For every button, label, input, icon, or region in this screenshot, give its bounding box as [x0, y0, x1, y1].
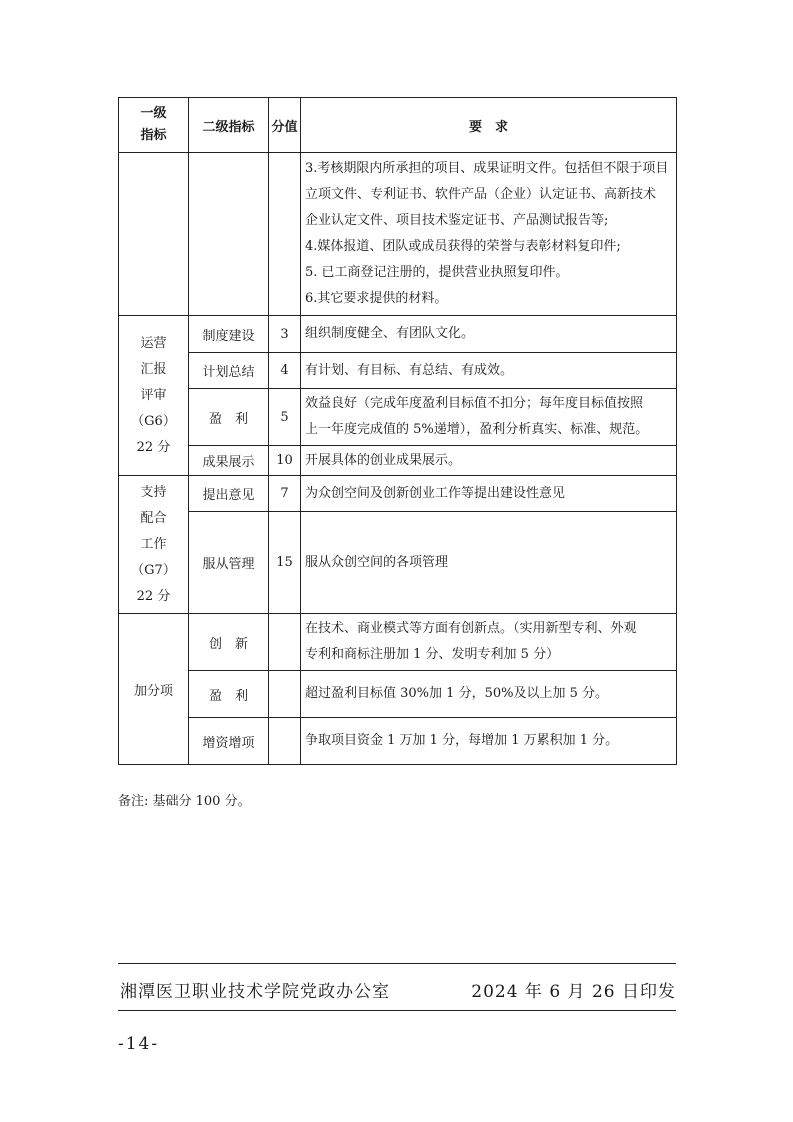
category-line: 22 分: [136, 588, 171, 604]
subitem-name: 增资增项: [189, 718, 269, 765]
requirement-line: 5. 已工商登记注册的，提供营业执照复印件。: [305, 265, 569, 280]
category-line: 22 分: [136, 439, 171, 455]
subitem-name: 成果展示: [189, 446, 269, 476]
category-bonus: 加分项: [119, 614, 189, 765]
table-header-row: [119, 98, 677, 153]
score-cell: 3: [269, 316, 301, 353]
category-g7: [119, 476, 189, 614]
table-note: 备注: 基础分 100 分。: [118, 794, 251, 809]
subitem-name: 盈 利: [189, 389, 269, 446]
requirement-cell: 服从众创空间的各项管理: [301, 512, 677, 614]
requirement-line: 3.考核期限内所承担的项目、成果证明文件。包括但不限于项目: [305, 161, 669, 176]
score-cell: 10: [269, 446, 301, 476]
table-row: [119, 718, 677, 765]
requirement-cell: [301, 614, 677, 671]
empty-cell: [119, 153, 189, 316]
subitem-name: 计划总结: [189, 353, 269, 389]
category-line: （G7）: [131, 562, 176, 578]
table-row: [119, 389, 677, 446]
requirement-cell: 争取项目资金 1 万加 1 分，每增加 1 万累积加 1 分。: [301, 718, 677, 765]
category-line: 工作: [140, 536, 167, 552]
requirement-cell: [301, 389, 677, 446]
page-number: -14-: [118, 1034, 160, 1054]
category-line: 运营: [140, 335, 167, 351]
table-row: [119, 476, 677, 512]
category-line: （G6）: [131, 413, 176, 429]
category-line: 评审: [140, 387, 167, 403]
header-level1: [119, 98, 189, 153]
score-cell: 4: [269, 353, 301, 389]
requirement-line: 在技术、商业模式等方面有创新点。（实用新型专利、外观: [305, 621, 637, 636]
table-row: [119, 353, 677, 389]
score-cell: 5: [269, 389, 301, 446]
table-row: [119, 614, 677, 671]
header-level1-line2: 指标: [140, 128, 167, 143]
subitem-name: 服从管理: [189, 512, 269, 614]
requirement-line: 立项文件、专利证书、软件产品（企业）认定证书、高新技术: [305, 187, 657, 202]
table-row: [119, 316, 677, 353]
score-cell: [269, 671, 301, 718]
requirement-line: 专利和商标注册加 1 分、发明专利加 5 分）: [305, 647, 560, 662]
footer-bottom-rule: [118, 1010, 676, 1011]
subitem-name: 盈 利: [189, 671, 269, 718]
footer-top-rule: [118, 963, 676, 964]
category-line: 汇报: [140, 361, 167, 377]
requirement-cell: 组织制度健全、有团队文化。: [301, 316, 677, 353]
header-level2: 二级指标: [189, 98, 269, 153]
table-row: [119, 446, 677, 476]
subitem-name: 制度建设: [189, 316, 269, 353]
requirement-cell: 超过盈利目标值 30%加 1 分，50%及以上加 5 分。: [301, 671, 677, 718]
footer-date: 2024 年 6 月 26 日印发: [471, 982, 676, 1002]
requirement-cell: 开展具体的创业成果展示。: [301, 446, 677, 476]
footer-issuer: 湘潭医卫职业技术学院党政办公室: [120, 982, 390, 1002]
requirement-cell: 有计划、有目标、有总结、有成效。: [301, 353, 677, 389]
score-cell: [269, 614, 301, 671]
subitem-name: 提出意见: [189, 476, 269, 512]
empty-cell: [189, 153, 269, 316]
subitem-name: 创 新: [189, 614, 269, 671]
score-cell: 15: [269, 512, 301, 614]
header-level1-line1: 一级: [140, 106, 167, 121]
requirement-line: 6.其它要求提供的材料。: [305, 291, 448, 306]
table-row: [119, 671, 677, 718]
requirement-line: 效益良好（完成年度盈利目标值不扣分；每年度目标值按照: [305, 396, 644, 411]
evaluation-table: [118, 97, 677, 765]
header-score: 分值: [269, 98, 301, 153]
category-line: 配合: [140, 510, 167, 526]
category-g6: [119, 316, 189, 476]
empty-cell: [269, 153, 301, 316]
requirement-line: 4.媒体报道、团队或成员获得的荣誉与表彰材料复印件;: [305, 239, 621, 254]
requirement-line: 企业认定文件、项目技术鉴定证书、产品测试报告等;: [305, 213, 609, 228]
requirement-cell: [301, 153, 677, 316]
requirement-line: 上一年度完成值的 5%递增），盈利分析真实、标准、规范。: [305, 422, 649, 437]
table-row: [119, 153, 677, 316]
score-cell: 7: [269, 476, 301, 512]
header-requirement: 要 求: [301, 98, 677, 153]
category-line: 支持: [140, 484, 167, 500]
score-cell: [269, 718, 301, 765]
table-row: [119, 512, 677, 614]
requirement-cell: 为众创空间及创新创业工作等提出建设性意见: [301, 476, 677, 512]
